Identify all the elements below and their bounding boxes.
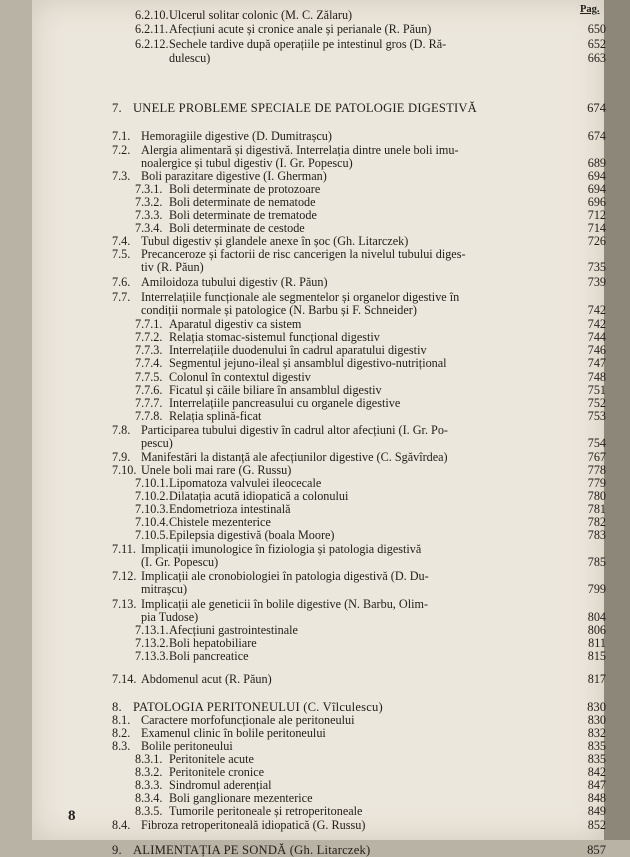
toc-number: 7.7.2. xyxy=(135,330,163,344)
toc-title: Implicații imunologice în fiziologia și patologia digestivă xyxy=(141,542,422,556)
toc-page-number: 747 xyxy=(587,356,606,370)
toc-number: 9. xyxy=(112,843,122,857)
toc-page-number: 783 xyxy=(587,528,606,542)
toc-title: Interrelațiile funcționale ale segmentelor și organelor digestive în xyxy=(141,290,460,304)
toc-number: 7.7.6. xyxy=(135,383,163,397)
toc-number: 7.14. xyxy=(112,672,137,686)
toc-number: 8.3. xyxy=(112,739,131,753)
toc-page-number: 752 xyxy=(587,396,606,410)
toc-title: Chistele mezenterice xyxy=(169,515,271,529)
toc-number: 7.10. xyxy=(112,463,137,477)
toc-title: pia Tudose) xyxy=(141,610,199,624)
toc-title: Ulcerul solitar colonic (M. C. Zălaru) xyxy=(169,8,353,22)
toc-title: Boli hepatobiliare xyxy=(169,636,257,650)
toc-title: Lipomatoza valvulei ileocecale xyxy=(169,476,322,490)
toc-title: Dilatația acută idiopatică a colonului xyxy=(169,489,349,503)
toc-page-number: 782 xyxy=(587,515,606,529)
toc-page-number: 852 xyxy=(587,818,606,832)
toc-title: Boli determinate de cestode xyxy=(169,221,305,235)
toc-number: 8.3.1. xyxy=(135,752,163,766)
toc-number: 7.3.2. xyxy=(135,195,163,209)
toc-page-number: 748 xyxy=(587,370,606,384)
toc-page-number: 804 xyxy=(587,610,606,624)
toc-number: 7.13. xyxy=(112,597,137,611)
toc-number: 7.7.3. xyxy=(135,343,163,357)
toc-title: noalergice și tubul digestiv (I. Gr. Popescu) xyxy=(141,156,353,170)
toc-title: Tumorile peritoneale și retroperitoneale xyxy=(169,804,363,818)
toc-page-number: 753 xyxy=(587,409,606,423)
toc-page-number: 674 xyxy=(587,101,606,115)
toc-number: 8.3.5. xyxy=(135,804,163,818)
toc-number: 7.3.4. xyxy=(135,221,163,235)
toc-page-number: 835 xyxy=(587,739,606,753)
toc-page-number: 857 xyxy=(587,843,606,857)
toc-title: Boli determinate de protozoare xyxy=(169,182,321,196)
toc-number: 8.3.4. xyxy=(135,791,163,805)
toc-title: Tubul digestiv și glandele anexe în șoc (Gh. Litarczek) xyxy=(141,234,409,248)
toc-page-number: 835 xyxy=(587,752,606,766)
toc-title: Boli parazitare digestive (I. Gherman) xyxy=(141,169,327,183)
toc-page-number: 806 xyxy=(587,623,606,637)
toc-page-number: 746 xyxy=(587,343,606,357)
toc-page-number: 830 xyxy=(587,713,606,727)
toc-title: Boli pancreatice xyxy=(169,649,249,663)
toc-title: Relația stomac-sistemul funcțional digestiv xyxy=(169,330,380,344)
toc-page-number: 735 xyxy=(587,260,606,274)
toc-number: 7.1. xyxy=(112,129,131,143)
toc-number: 8. xyxy=(112,700,122,714)
toc-title: Implicații ale cronobiologiei în patologia digestivă (D. Du- xyxy=(141,569,429,583)
toc-number: 7.7.4. xyxy=(135,356,163,370)
toc-number: 7.10.5. xyxy=(135,528,169,542)
toc-page-number: 689 xyxy=(587,156,606,170)
toc-page-number: 781 xyxy=(587,502,606,516)
toc-page-number: 652 xyxy=(587,37,606,51)
toc-title: Caractere morfofuncționale ale peritoneului xyxy=(141,713,355,727)
toc-page-number: 817 xyxy=(587,672,606,686)
toc-number: 7.5. xyxy=(112,247,131,261)
toc-number: 8.4. xyxy=(112,818,131,832)
toc-title: tiv (R. Păun) xyxy=(141,260,204,274)
toc-title: Implicații ale geneticii în bolile digestive (N. Barbu, Olim- xyxy=(141,597,429,611)
toc-title: Sindromul aderențial xyxy=(169,778,272,792)
toc-number: 8.2. xyxy=(112,726,131,740)
toc-number: 7.10.4. xyxy=(135,515,169,529)
toc-title: UNELE PROBLEME SPECIALE DE PATOLOGIE DIGESTIVĂ xyxy=(133,101,477,115)
toc-number: 8.3.3. xyxy=(135,778,163,792)
toc-number: 7.7.7. xyxy=(135,396,163,410)
toc-title: Boli ganglionare mezenterice xyxy=(169,791,313,805)
toc-title: Afecțiuni gastrointestinale xyxy=(169,623,298,637)
toc-number: 7.10.2. xyxy=(135,489,169,503)
book-page xyxy=(32,0,606,857)
toc-title: Fibroza retroperitoneală idiopatică (G. Russu) xyxy=(141,818,366,832)
toc-title: Peritonitele acute xyxy=(169,752,254,766)
toc-number: 7.7.8. xyxy=(135,409,163,423)
page-column-label: Pag. xyxy=(580,4,600,15)
toc-page-number: 739 xyxy=(587,275,606,289)
toc-page-number: 712 xyxy=(587,208,606,222)
toc-page-number: 785 xyxy=(587,555,606,569)
table-of-contents xyxy=(32,0,606,857)
toc-number: 7.3. xyxy=(112,169,131,183)
toc-number: 7.4. xyxy=(112,234,131,248)
toc-number: 8.1. xyxy=(112,713,131,727)
toc-title: Amiloidoza tubului digestiv (R. Păun) xyxy=(141,275,328,289)
toc-page-number: 696 xyxy=(587,195,606,209)
toc-title: Boli determinate de nematode xyxy=(169,195,316,209)
toc-title: Ficatul și căile biliare în ansamblul digestiv xyxy=(169,383,382,397)
toc-number: 7.13.2. xyxy=(135,636,169,650)
toc-number: 6.2.12. xyxy=(135,37,169,51)
toc-page-number: 830 xyxy=(587,700,606,714)
toc-title: Relația splină-ficat xyxy=(169,409,262,423)
toc-number: 7.10.3. xyxy=(135,502,169,516)
toc-title: Colonul în contextul digestiv xyxy=(169,370,311,384)
toc-number: 8.3.2. xyxy=(135,765,163,779)
toc-title: Peritonitele cronice xyxy=(169,765,265,779)
toc-title: Alergia alimentară și digestivă. Interrelația dintre unele boli imu- xyxy=(141,143,459,157)
toc-title: Precanceroze și factorii de risc cancerigen la nivelul tubului diges- xyxy=(141,247,466,261)
toc-title: Segmentul jejuno-ileal și ansamblul digestivo-nutrițional xyxy=(169,356,447,370)
toc-page-number: 751 xyxy=(587,383,606,397)
toc-title: PATOLOGIA PERITONEULUI (C. Vîlculescu) xyxy=(133,700,383,714)
toc-title: Participarea tubului digestiv în cadrul altor afecțiuni (I. Gr. Po- xyxy=(141,423,448,437)
toc-number: 7.3.1. xyxy=(135,182,163,196)
toc-page-number: 754 xyxy=(587,436,606,450)
toc-page-number: 779 xyxy=(587,476,606,490)
toc-number: 7.3.3. xyxy=(135,208,163,222)
toc-number: 7.12. xyxy=(112,569,137,583)
toc-page-number: 848 xyxy=(587,791,606,805)
toc-title: dulescu) xyxy=(169,51,211,65)
toc-title: Epilepsia digestivă (boala Moore) xyxy=(169,528,335,542)
toc-number: 7.8. xyxy=(112,423,131,437)
toc-title: pescu) xyxy=(141,436,173,450)
toc-title: mitrașcu) xyxy=(141,582,188,596)
toc-page-number: 799 xyxy=(587,582,606,596)
toc-page-number: 742 xyxy=(587,317,606,331)
toc-page-number: 778 xyxy=(587,463,606,477)
toc-page-number: 849 xyxy=(587,804,606,818)
toc-page-number: 842 xyxy=(587,765,606,779)
toc-title: Interrelațiile pancreasului cu organele digestive xyxy=(169,396,401,410)
toc-title: Endometrioza intestinală xyxy=(169,502,291,516)
toc-number: 7.7. xyxy=(112,290,131,304)
toc-page-number: 726 xyxy=(587,234,606,248)
toc-number: 7.13.1. xyxy=(135,623,169,637)
toc-number: 6.2.10. xyxy=(135,8,169,22)
toc-title: Afecțiuni acute și cronice anale și perianale (R. Păun) xyxy=(169,22,432,36)
toc-page-number: 832 xyxy=(587,726,606,740)
toc-title: Boli determinate de trematode xyxy=(169,208,317,222)
toc-page-number: 650 xyxy=(587,22,606,36)
toc-title: ALIMENTAȚIA PE SONDĂ (Gh. Litarczek) xyxy=(133,843,371,857)
toc-page-number: 742 xyxy=(587,303,606,317)
toc-number: 6.2.11. xyxy=(135,22,169,36)
toc-title: (I. Gr. Popescu) xyxy=(141,555,219,569)
toc-page-number: 811 xyxy=(588,636,606,650)
toc-number: 7.11. xyxy=(112,542,136,556)
toc-page-number: 744 xyxy=(587,330,606,344)
toc-page-number: 815 xyxy=(587,649,606,663)
toc-title: Interrelațiile duodenului în cadrul aparatului digestiv xyxy=(169,343,427,357)
toc-title: condiții normale și patologice (N. Barbu și F. Schneider) xyxy=(141,303,417,317)
toc-number: 7.7.1. xyxy=(135,317,163,331)
toc-title: Unele boli mai rare (G. Russu) xyxy=(141,463,292,477)
toc-number: 7.6. xyxy=(112,275,131,289)
toc-page-number: 674 xyxy=(587,129,606,143)
toc-title: Aparatul digestiv ca sistem xyxy=(169,317,302,331)
toc-number: 7.10.1. xyxy=(135,476,169,490)
toc-number: 7.7.5. xyxy=(135,370,163,384)
toc-number: 7.13.3. xyxy=(135,649,169,663)
toc-title: Manifestări la distanță ale afecțiunilor digestive (C. Sgăvîrdea) xyxy=(141,450,448,464)
toc-title: Abdomenul acut (R. Păun) xyxy=(141,672,272,686)
toc-title: Sechele tardive după operațiile pe intestinul gros (D. Ră- xyxy=(169,37,447,51)
toc-number: 7. xyxy=(112,101,122,115)
toc-title: Bolile peritoneului xyxy=(141,739,233,753)
toc-page-number: 847 xyxy=(587,778,606,792)
toc-title: Examenul clinic în bolile peritoneului xyxy=(141,726,326,740)
toc-title: Hemoragiile digestive (D. Dumitrașcu) xyxy=(141,129,332,143)
toc-page-number: 694 xyxy=(587,169,606,183)
folio-page-number: 8 xyxy=(68,808,76,824)
toc-page-number: 767 xyxy=(587,450,606,464)
toc-number: 7.9. xyxy=(112,450,131,464)
toc-page-number: 694 xyxy=(587,182,606,196)
toc-number: 7.2. xyxy=(112,143,131,157)
toc-page-number: 714 xyxy=(587,221,606,235)
toc-page-number: 780 xyxy=(587,489,606,503)
toc-page-number: 663 xyxy=(587,51,606,65)
